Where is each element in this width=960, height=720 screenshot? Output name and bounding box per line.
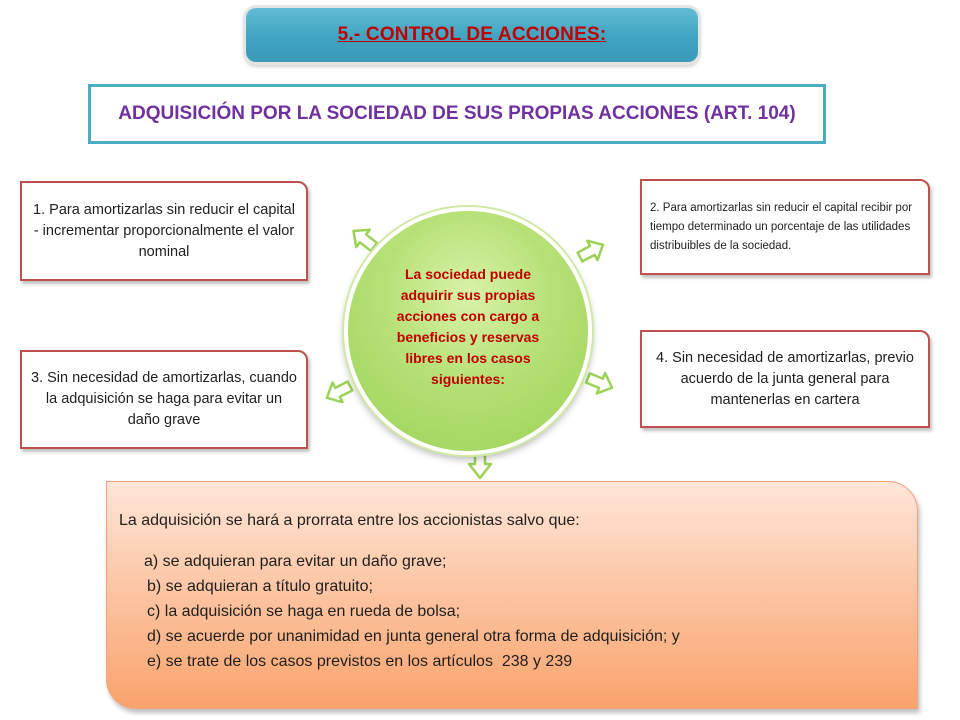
case-box-3-text: 3. Sin necesidad de amortizarlas, cuando la adquisición se haga para evitar un daño grave <box>31 370 297 428</box>
subtitle: ADQUISICIÓN POR LA SOCIEDAD DE SUS PROPIAS ACCIONES (ART. 104) <box>118 103 796 124</box>
exception-item-a: a) se adquieran para evitar un daño grave; <box>144 553 447 570</box>
title-banner <box>246 8 698 62</box>
case-box-2-text: 2. Para amortizarlas sin reducir el capital recibir por tiempo determinado un porcentaje de las utilidades distribuibles de la sociedad. <box>650 201 913 252</box>
case-box-4-text: 4. Sin necesidad de amortizarlas, previo acuerdo de la junta general para mantenerlas en cartera <box>656 349 914 408</box>
case-box-1 <box>20 181 308 281</box>
exceptions-intro: La adquisición se hará a prorrata entre los accionistas salvo que: <box>119 512 580 529</box>
case-box-4 <box>640 330 930 428</box>
exception-item-c: c) la adquisición se haga en rueda de bolsa; <box>147 603 461 620</box>
center-circle-text: La sociedad puede adquirir sus propias acciones con cargo a beneficios y reservas libres en los casos siguientes: <box>396 266 540 387</box>
arrow-to-box4 <box>584 368 616 398</box>
exception-item-b: b) se adquieran a título gratuito; <box>147 578 373 595</box>
subtitle-box <box>88 84 826 144</box>
case-box-1-text: 1. Para amortizarlas sin reducir el capital - incrementar proporcionalmente el valor nominal <box>33 201 295 260</box>
exceptions-box <box>106 481 918 709</box>
center-circle <box>344 207 592 455</box>
arrow-to-box2 <box>575 235 608 267</box>
page-title: 5.- CONTROL DE ACCIONES: <box>337 24 607 45</box>
exception-item-e: e) se trate de los casos previstos en los artículos 238 y 239 <box>147 653 573 670</box>
arrow-to-box3 <box>322 376 355 407</box>
case-box-2 <box>640 179 930 275</box>
exception-item-d: d) se acuerde por unanimidad en junta general otra forma de adquisición; y <box>147 628 680 645</box>
case-box-3 <box>20 350 308 449</box>
